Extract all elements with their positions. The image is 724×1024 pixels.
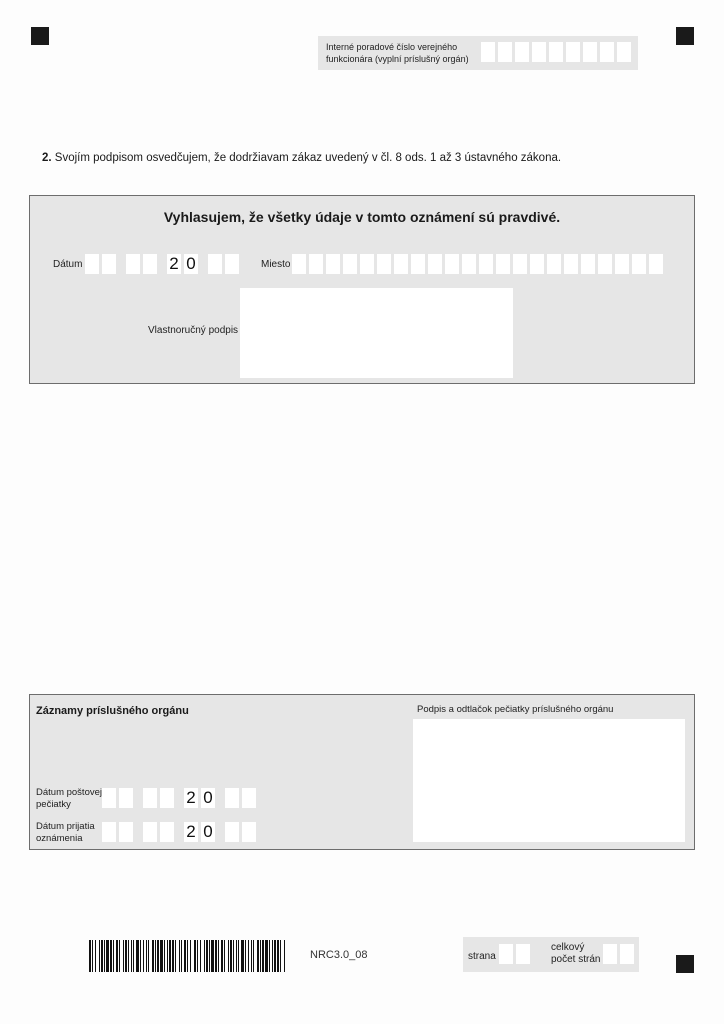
box-cell[interactable] [377, 254, 391, 274]
barcode-bar [194, 940, 196, 972]
signature-label: Vlastnoručný podpis [148, 325, 239, 336]
box-cell[interactable] [598, 254, 612, 274]
barcode-bar [230, 940, 232, 972]
total-label-line1: celkový [551, 942, 585, 953]
box-cell[interactable] [292, 254, 306, 274]
receipt-label-line1: Dátum prijatia [36, 821, 95, 832]
box-cell[interactable] [445, 254, 459, 274]
stamp-box[interactable] [413, 719, 685, 842]
barcode-bar [164, 940, 165, 972]
barcode-bar [104, 940, 105, 972]
box-cell[interactable] [632, 254, 646, 274]
barcode-bar [274, 940, 276, 972]
box-cell[interactable] [160, 788, 174, 808]
stamp-label: Podpis a odtlačok pečiatky príslušného orgánu [417, 704, 614, 715]
box-cell[interactable] [326, 254, 340, 274]
barcode-bar [221, 940, 223, 972]
box-cell[interactable] [143, 254, 157, 274]
serial-label-line1: Interné poradové číslo verejného [326, 42, 458, 52]
box-cell[interactable] [481, 42, 495, 62]
page-counter-panel [463, 937, 639, 972]
receipt-date-label [36, 821, 95, 845]
box-cell[interactable]: 2 [167, 254, 181, 274]
barcode-bar [238, 940, 239, 972]
barcode-bar [92, 940, 93, 972]
barcode-bar [211, 940, 214, 972]
barcode-bar [128, 940, 129, 972]
barcode-bar [184, 940, 186, 972]
box-cell[interactable] [208, 254, 222, 274]
barcode-bar [262, 940, 264, 972]
barcode-bar [204, 940, 205, 972]
box-cell[interactable] [615, 254, 629, 274]
box-cell[interactable] [498, 42, 512, 62]
box-cell[interactable] [600, 42, 614, 62]
barcode-bar [106, 940, 109, 972]
barcode-bar [245, 940, 246, 972]
barcode-bar [169, 940, 171, 972]
barcode-bar [146, 940, 147, 972]
barcode-bar [272, 940, 273, 972]
form-code: NRC3.0_08 [310, 949, 368, 961]
box-cell[interactable] [496, 254, 510, 274]
box-cell[interactable] [160, 822, 174, 842]
box-cell[interactable] [462, 254, 476, 274]
declaration-panel [29, 195, 695, 384]
total-label-line2: počet strán [551, 954, 601, 965]
barcode-bar [260, 940, 261, 972]
box-cell[interactable] [360, 254, 374, 274]
barcode-bar [179, 940, 180, 972]
barcode-bar [187, 940, 188, 972]
box-cell[interactable] [143, 788, 157, 808]
serial-label-line2: funkcionára (vyplní príslušný orgán) [326, 54, 469, 64]
barcode-bar [209, 940, 210, 972]
box-cell[interactable] [620, 944, 634, 964]
receipt-label-line2: oznámenia [36, 833, 83, 844]
box-cell[interactable] [499, 944, 513, 964]
barcode-bar [233, 940, 234, 972]
registration-marker-top-left [31, 27, 49, 45]
barcode-bar [160, 940, 163, 972]
box-cell[interactable] [581, 254, 595, 274]
barcode-bar [228, 940, 229, 972]
statement-text: Svojím podpisom osvedčujem, že dodržiavam zákaz uvedený v čl. 8 ods. 1 až 3 ústavného zákona. [51, 152, 562, 164]
postal-label-line2: pečiatky [36, 799, 71, 810]
barcode-bar [140, 940, 141, 972]
barcode-bar [131, 940, 132, 972]
box-cell[interactable] [515, 42, 529, 62]
date-label: Dátum [53, 259, 83, 270]
box-cell[interactable] [513, 254, 527, 274]
box-cell[interactable] [617, 42, 631, 62]
total-pages-cells[interactable] [603, 944, 637, 964]
barcode-bar [218, 940, 219, 972]
box-cell[interactable] [143, 822, 157, 842]
barcode-bar [197, 940, 198, 972]
registration-marker-top-right [676, 27, 694, 45]
barcode-bar [133, 940, 134, 972]
box-cell[interactable] [516, 944, 530, 964]
signature-box[interactable] [240, 288, 513, 378]
serial-number-cells[interactable] [481, 42, 634, 62]
barcode-bar [190, 940, 191, 972]
statement-line [42, 152, 561, 164]
statement-number: 2. [42, 152, 52, 164]
barcode-bar [155, 940, 156, 972]
registration-marker-bottom-right [676, 955, 694, 973]
box-cell[interactable] [119, 788, 133, 808]
box-cell[interactable] [603, 944, 617, 964]
box-cell[interactable] [85, 254, 99, 274]
barcode-bar [148, 940, 149, 972]
barcode-bar [269, 940, 270, 972]
barcode-bar [181, 940, 182, 972]
barcode-bar [257, 940, 259, 972]
box-cell[interactable] [566, 42, 580, 62]
box-cell[interactable]: 2 [184, 788, 198, 808]
box-cell[interactable] [428, 254, 442, 274]
box-cell[interactable] [532, 42, 546, 62]
barcode-bar [200, 940, 201, 972]
box-cell[interactable] [242, 788, 256, 808]
barcode-bar [265, 940, 268, 972]
barcode-bar [241, 940, 244, 972]
box-cell[interactable] [225, 788, 239, 808]
box-cell[interactable] [394, 254, 408, 274]
box-cell[interactable]: 0 [201, 788, 215, 808]
barcode-bar [224, 940, 225, 972]
records-panel [29, 694, 695, 850]
barcode-bar [99, 940, 100, 972]
box-cell[interactable] [479, 254, 493, 274]
barcode-bar [157, 940, 159, 972]
barcode-bar [95, 940, 96, 972]
date-cells[interactable] [85, 254, 242, 274]
box-cell[interactable] [225, 822, 239, 842]
box-cell[interactable] [119, 822, 133, 842]
barcode-bar [136, 940, 139, 972]
barcode-bar [206, 940, 208, 972]
barcode-bar [123, 940, 124, 972]
barcode-bar [101, 940, 103, 972]
barcode-bar [110, 940, 112, 972]
serial-number-panel [318, 36, 638, 70]
barcode-bar [215, 940, 217, 972]
barcode [89, 940, 287, 972]
box-cell[interactable] [343, 254, 357, 274]
barcode-bar [119, 940, 120, 972]
barcode-bar [172, 940, 174, 972]
box-cell[interactable] [583, 42, 597, 62]
barcode-bar [236, 940, 237, 972]
postal-date-label [36, 787, 102, 811]
box-cell[interactable] [411, 254, 425, 274]
box-cell[interactable] [102, 788, 116, 808]
receipt-date-cells[interactable] [102, 822, 259, 842]
postal-label-line1: Dátum poštovej [36, 787, 103, 798]
serial-number-label [326, 41, 469, 65]
barcode-bar [248, 940, 249, 972]
barcode-bar [251, 940, 252, 972]
box-cell[interactable] [649, 254, 663, 274]
barcode-bar [277, 940, 279, 972]
barcode-bar [116, 940, 118, 972]
barcode-bar [175, 940, 176, 972]
box-cell[interactable] [102, 254, 116, 274]
barcode-bar [113, 940, 114, 972]
page-cells[interactable] [499, 944, 533, 964]
barcode-bar [89, 940, 91, 972]
box-cell[interactable] [530, 254, 544, 274]
postal-date-cells[interactable] [102, 788, 259, 808]
barcode-bar [253, 940, 254, 972]
box-cell[interactable] [564, 254, 578, 274]
barcode-bar [280, 940, 281, 972]
place-label: Miesto [261, 259, 291, 270]
place-cells[interactable] [292, 254, 666, 274]
total-pages-label [551, 942, 600, 966]
page-label: strana [468, 951, 496, 962]
box-cell[interactable] [549, 42, 563, 62]
records-title: Záznamy príslušného orgánu [36, 705, 189, 717]
box-cell[interactable] [547, 254, 561, 274]
barcode-bar [143, 940, 144, 972]
box-cell[interactable] [126, 254, 140, 274]
box-cell[interactable] [102, 822, 116, 842]
barcode-bar [125, 940, 127, 972]
box-cell[interactable]: 0 [201, 822, 215, 842]
barcode-bar [284, 940, 285, 972]
declaration-title: Vyhlasujem, že všetky údaje v tomto oznámení sú pravdivé. [163, 209, 561, 225]
box-cell[interactable] [242, 822, 256, 842]
barcode-bar [167, 940, 168, 972]
box-cell[interactable] [309, 254, 323, 274]
box-cell[interactable]: 2 [184, 822, 198, 842]
box-cell[interactable] [225, 254, 239, 274]
box-cell[interactable]: 0 [184, 254, 198, 274]
barcode-bar [152, 940, 154, 972]
